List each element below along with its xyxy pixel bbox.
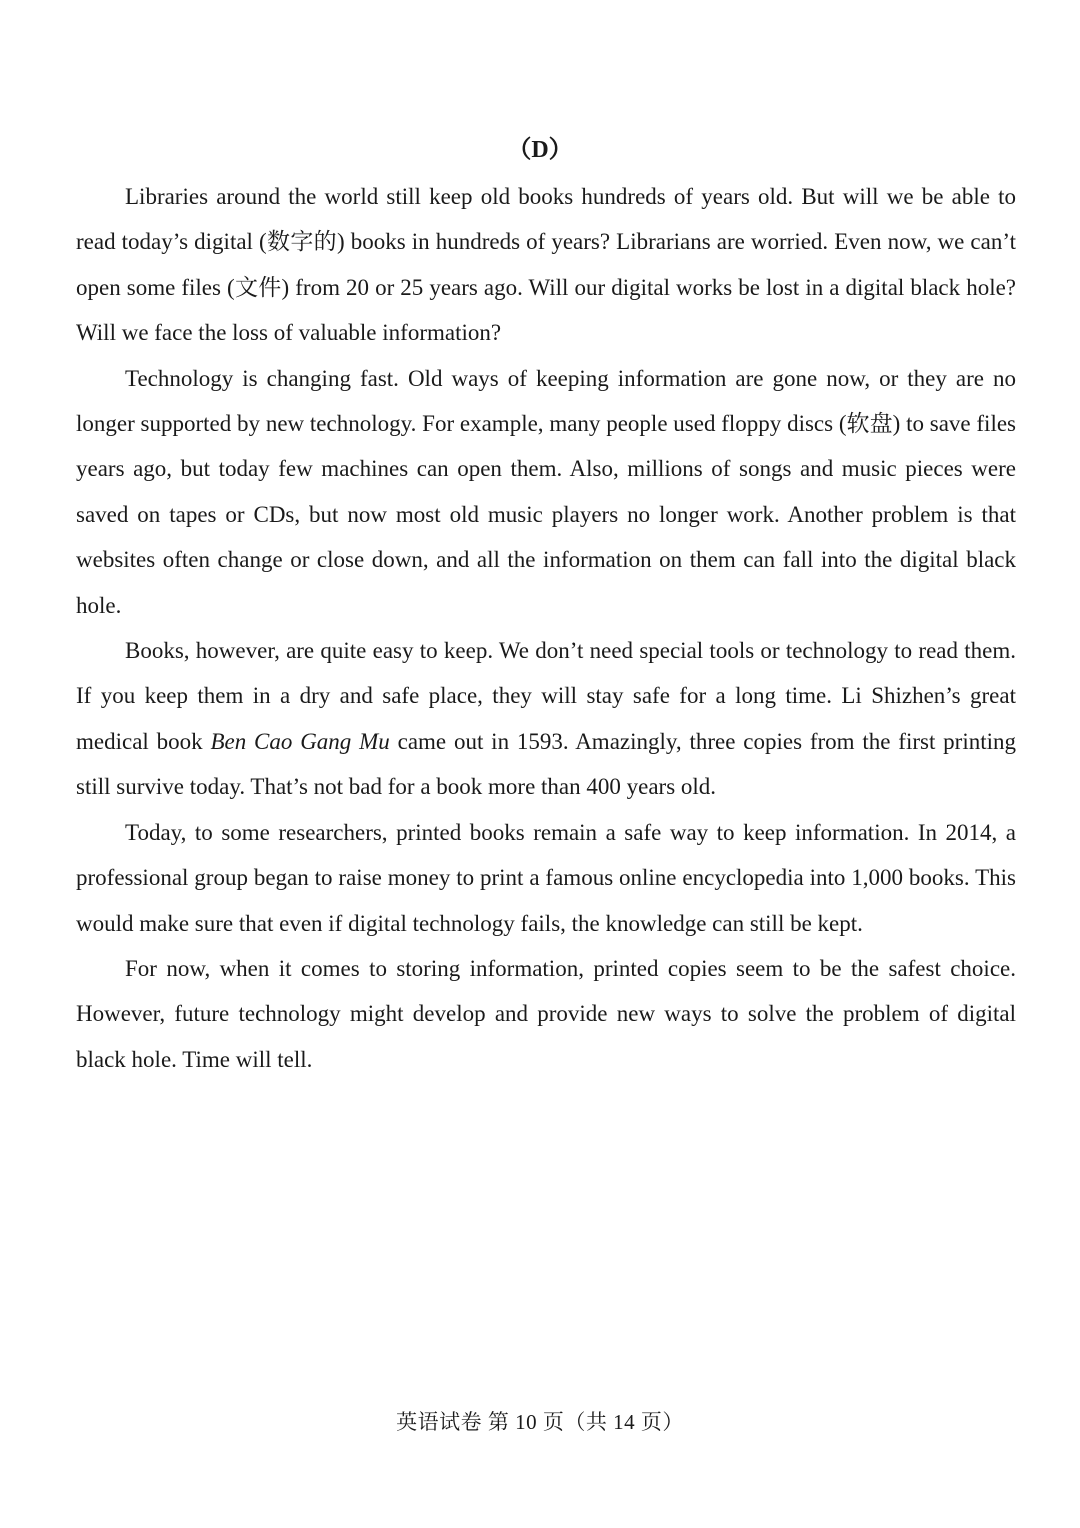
paragraph-1: Libraries around the world still keep old books hundreds of years old. But will we be able to read today’s digital (数字的) books in hundreds of years? Librarians are worried. Even now, we can’t open some files (文件) from 20 or 25 years ago. Will our digital works be lost in a digital black hole? Will we face the loss of valuable information?	[76, 184, 1016, 346]
section-title: （D）	[507, 137, 573, 163]
paragraph-2: Technology is changing fast. Old ways of keeping information are gone now, or they are no longer supported by new technology. For example, many people used floppy discs (软盘) to save files years ago, but today few machines can open them. Also, millions of songs and music pieces were saved on tapes or CDs, but now most old music players no longer work. Another problem is that websites often change or close down, and all the information on them can fall into the digital black hole.	[76, 365, 1016, 618]
paragraph-5: For now, when it comes to storing information, printed copies seem to be the safest choice. However, future technology might develop and provide new ways to solve the problem of digital black hole. Time will tell.	[76, 955, 1016, 1072]
paragraph-3	[76, 628, 1016, 810]
paragraph-4: Today, to some researchers, printed books remain a safe way to keep information. In 2014, a professional group began to raise money to print a famous online encyclopedia into 1,000 books. This would make sure that even if digital technology fails, the knowledge can still be kept.	[76, 819, 1016, 936]
paragraph-3-text-before: Books, however, are quite easy to keep. We don’t need special tools or technology to read them. If you keep them in a dry and safe place, they will stay safe for a long time. Li Shizhen’s great medical book	[76, 638, 1016, 754]
page-footer: 英语试卷 第 10 页（共 14 页）	[396, 1410, 684, 1434]
book-title: Ben Cao Gang Mu	[210, 728, 390, 754]
reading-passage	[76, 174, 1016, 1082]
paragraph-3-text-after: came out in 1593. Amazingly, three copies from the first printing still survive today. That’s not bad for a book more than 400 years old.	[76, 728, 1017, 800]
